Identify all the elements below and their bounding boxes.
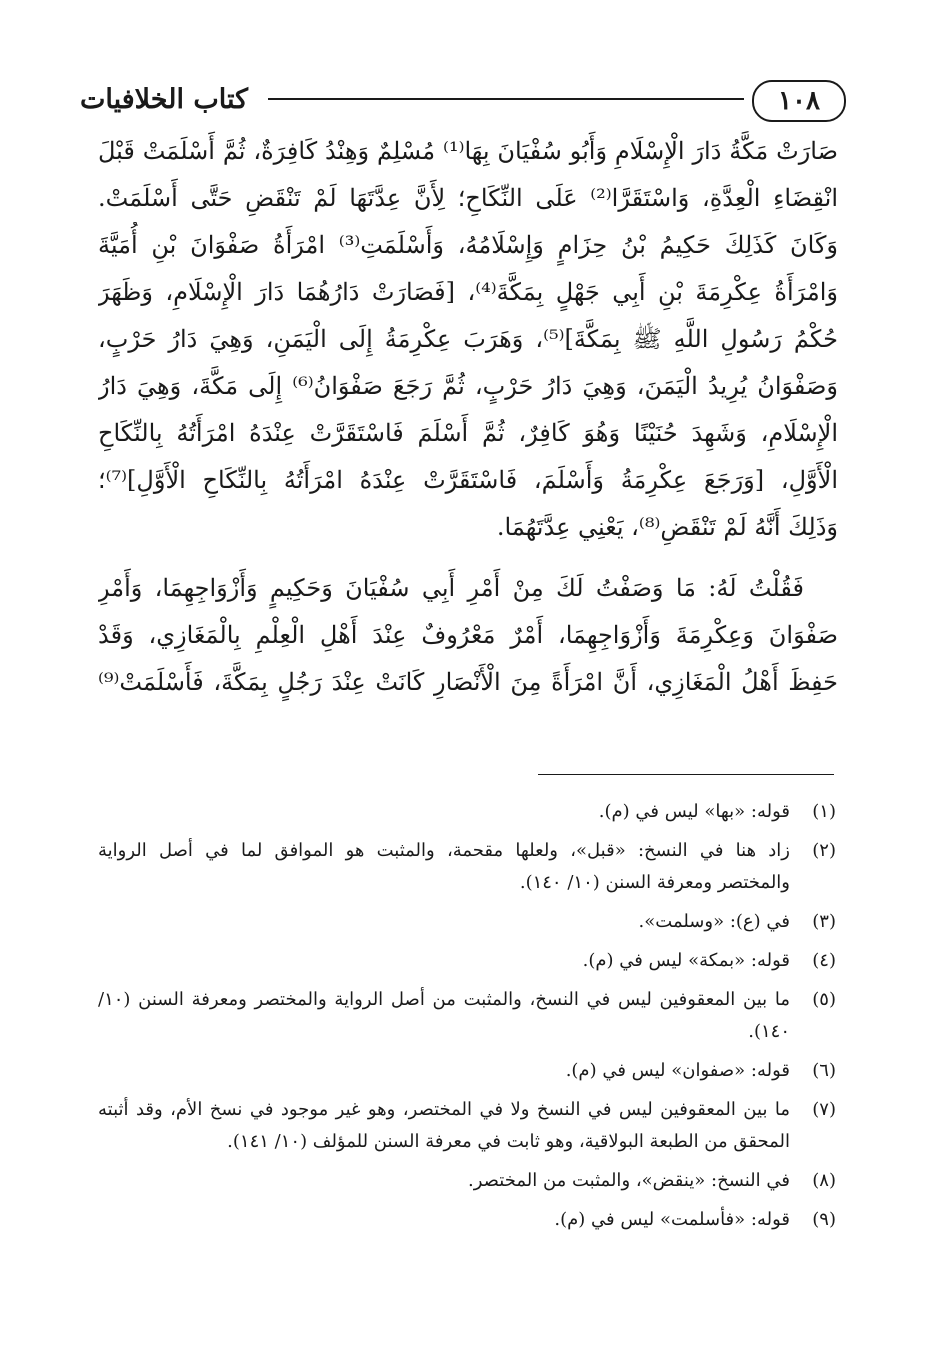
footnote-number: (٣) bbox=[812, 911, 836, 932]
footnote-text: ١٤٠). bbox=[748, 1021, 790, 1042]
footnote-text: ما بين المعقوفين ليس في النسخ، والمثبت من أصل الرواية والمختصر ومعرفة السنن (١٠/ bbox=[98, 989, 790, 1010]
text-line: فَقُلْتُ لَهُ: مَا وَصَفْتُ لَكَ مِنْ أَمْرِ أَبِي سُفْيَانَ وَحَكِيمٍ وَأَزْوَاجِهِمَا، وَأَمْرِ bbox=[98, 574, 804, 602]
footnote-7 bbox=[98, 1094, 836, 1158]
footnote-9 bbox=[98, 1204, 836, 1236]
footnote-number: (٤) bbox=[812, 950, 836, 971]
footnote-text: في (ع): «وسلمت». bbox=[638, 911, 790, 932]
footnote-3 bbox=[98, 906, 836, 938]
text-line: انْقِضَاءِ الْعِدَّةِ، وَاسْتَقَرَّا⁽²⁾ عَلَى النِّكَاحِ؛ لِأَنَّ عِدَّتَهَا لَمْ تَنْقَضِ حَتَّى أَسْلَمَتْ. bbox=[98, 184, 838, 212]
footnote-1 bbox=[98, 796, 836, 828]
footnote-number: (٢) bbox=[812, 840, 836, 861]
page-number: ١٠٨ bbox=[752, 80, 846, 122]
text-line: حَفِظَ أَهْلُ الْمَغَازِي، أَنَّ امْرَأَةً مِنَ الْأَنْصَارِ كَانَتْ عِنْدَ رَجُلٍ بِمَكَّةَ، فَأَسْلَمَتْ⁽⁹⁾ bbox=[98, 668, 838, 696]
footnote-number: (٩) bbox=[812, 1209, 836, 1230]
paragraph-gap bbox=[98, 551, 838, 565]
footnote-6 bbox=[98, 1055, 836, 1087]
footnote-number: (٨) bbox=[812, 1170, 836, 1191]
footnote-text: في النسخ: «ينقض»، والمثبت من المختصر. bbox=[468, 1170, 790, 1191]
footnote-number: (٦) bbox=[812, 1060, 836, 1081]
footnote-text: المحقق من الطبعة البولاقية، وهو ثابت في معرفة السنن للمؤلف (١٠/ ١٤١). bbox=[227, 1131, 790, 1152]
footnote-4 bbox=[98, 945, 836, 977]
text-line: حُكْمُ رَسُولِ اللَّهِ ﷺ بِمَكَّةَ]⁽⁵⁾، وَهَرَبَ عِكْرِمَةُ إِلَى الْيَمَنِ، وَهِيَ دَارُ حَرْبٍ، bbox=[98, 325, 838, 353]
footnote-number: (٥) bbox=[812, 989, 836, 1010]
book-title: كتاب الخلافيات bbox=[79, 84, 248, 115]
main-text bbox=[98, 128, 838, 706]
footnote-text: قوله: «فأسلمت» ليس في (م). bbox=[554, 1209, 790, 1230]
footnote-text: قوله: «صفوان» ليس في (م). bbox=[565, 1060, 790, 1081]
text-line: وَامْرَأَةُ عِكْرِمَةَ بْنِ أَبِي جَهْلٍ بِمَكَّةَ⁽⁴⁾، [فَصَارَتْ دَارُهُمَا دَارَ الْإِسْلَامِ، وَظَهَرَ bbox=[98, 278, 838, 306]
paragraph-2 bbox=[98, 565, 838, 706]
text-line: صَفْوَانَ وَعِكْرِمَةَ وَأَزْوَاجِهِمَا، أَمْرٌ مَعْرُوفٌ عِنْدَ أَهْلِ الْعِلْمِ بِالْمَغَازِي، وَقَدْ bbox=[98, 621, 838, 649]
text-line: صَارَتْ مَكَّةُ دَارَ الْإِسْلَامِ وَأَبُو سُفْيَانَ بِهَا⁽¹⁾ مُسْلِمٌ وَهِنْدُ كَافِرَةٌ، ثُمَّ أَسْلَمَتْ قَبْلَ bbox=[98, 137, 838, 165]
footnote-2 bbox=[98, 835, 836, 899]
footnote-number: (١) bbox=[812, 801, 836, 822]
footnote-text: قوله: «بمكة» ليس في (م). bbox=[582, 950, 790, 971]
footnote-text: والمختصر ومعرفة السنن (١٠/ ١٤٠). bbox=[519, 872, 790, 893]
footnote-number: (٧) bbox=[812, 1099, 836, 1120]
page-header bbox=[79, 78, 846, 124]
text-line: الْإِسْلَامِ، وَشَهِدَ حُنَيْنًا وَهُوَ كَافِرٌ، ثُمَّ أَسْلَمَ فَاسْتَقَرَّتْ عِنْدَهُ امْرَأَتُهُ بِالنِّكَاحِ bbox=[98, 419, 838, 447]
paragraph-1 bbox=[98, 128, 838, 551]
footnote-separator bbox=[538, 774, 834, 775]
header-rule bbox=[268, 98, 744, 100]
footnote-5 bbox=[98, 984, 836, 1048]
footnote-8 bbox=[98, 1165, 836, 1197]
footnotes bbox=[98, 796, 836, 1243]
footnote-text: ما بين المعقوفين ليس في النسخ ولا في المختصر، وهو غير موجود في نسخ الأم، وقد أثبته bbox=[98, 1099, 790, 1120]
text-line: وَكَانَ كَذَلِكَ حَكِيمُ بْنُ حِزَامٍ وَإِسْلَامُهُ، وَأَسْلَمَتِ⁽³⁾ امْرَأَةُ صَفْوَانَ بْنِ أُمَيَّةَ bbox=[98, 231, 838, 259]
footnote-text: زاد هنا في النسخ: «قبل»، ولعلها مقحمة، والمثبت هو الموافق لما في أصل الرواية bbox=[98, 840, 790, 861]
footnote-text: قوله: «بها» ليس في (م). bbox=[598, 801, 790, 822]
text-line: وَذَلِكَ أَنَّهُ لَمْ تَنْقَضِ⁽⁸⁾، يَعْنِي عِدَّتَهُمَا. bbox=[496, 513, 838, 541]
text-line: الْأَوَّلِ، [وَرَجَعَ عِكْرِمَةُ وَأَسْلَمَ، فَاسْتَقَرَّتْ عِنْدَهُ امْرَأَتُهُ بِالنِّكَاحِ الْأَوَّلِ]⁽⁷⁾؛ bbox=[98, 466, 838, 494]
text-line: وَصَفْوَانُ يُرِيدُ الْيَمَنَ، وَهِيَ دَارُ حَرْبٍ، ثُمَّ رَجَعَ صَفْوَانُ⁽⁶⁾ إِلَى مَكَّةَ، وَهِيَ دَارُ bbox=[98, 372, 838, 400]
